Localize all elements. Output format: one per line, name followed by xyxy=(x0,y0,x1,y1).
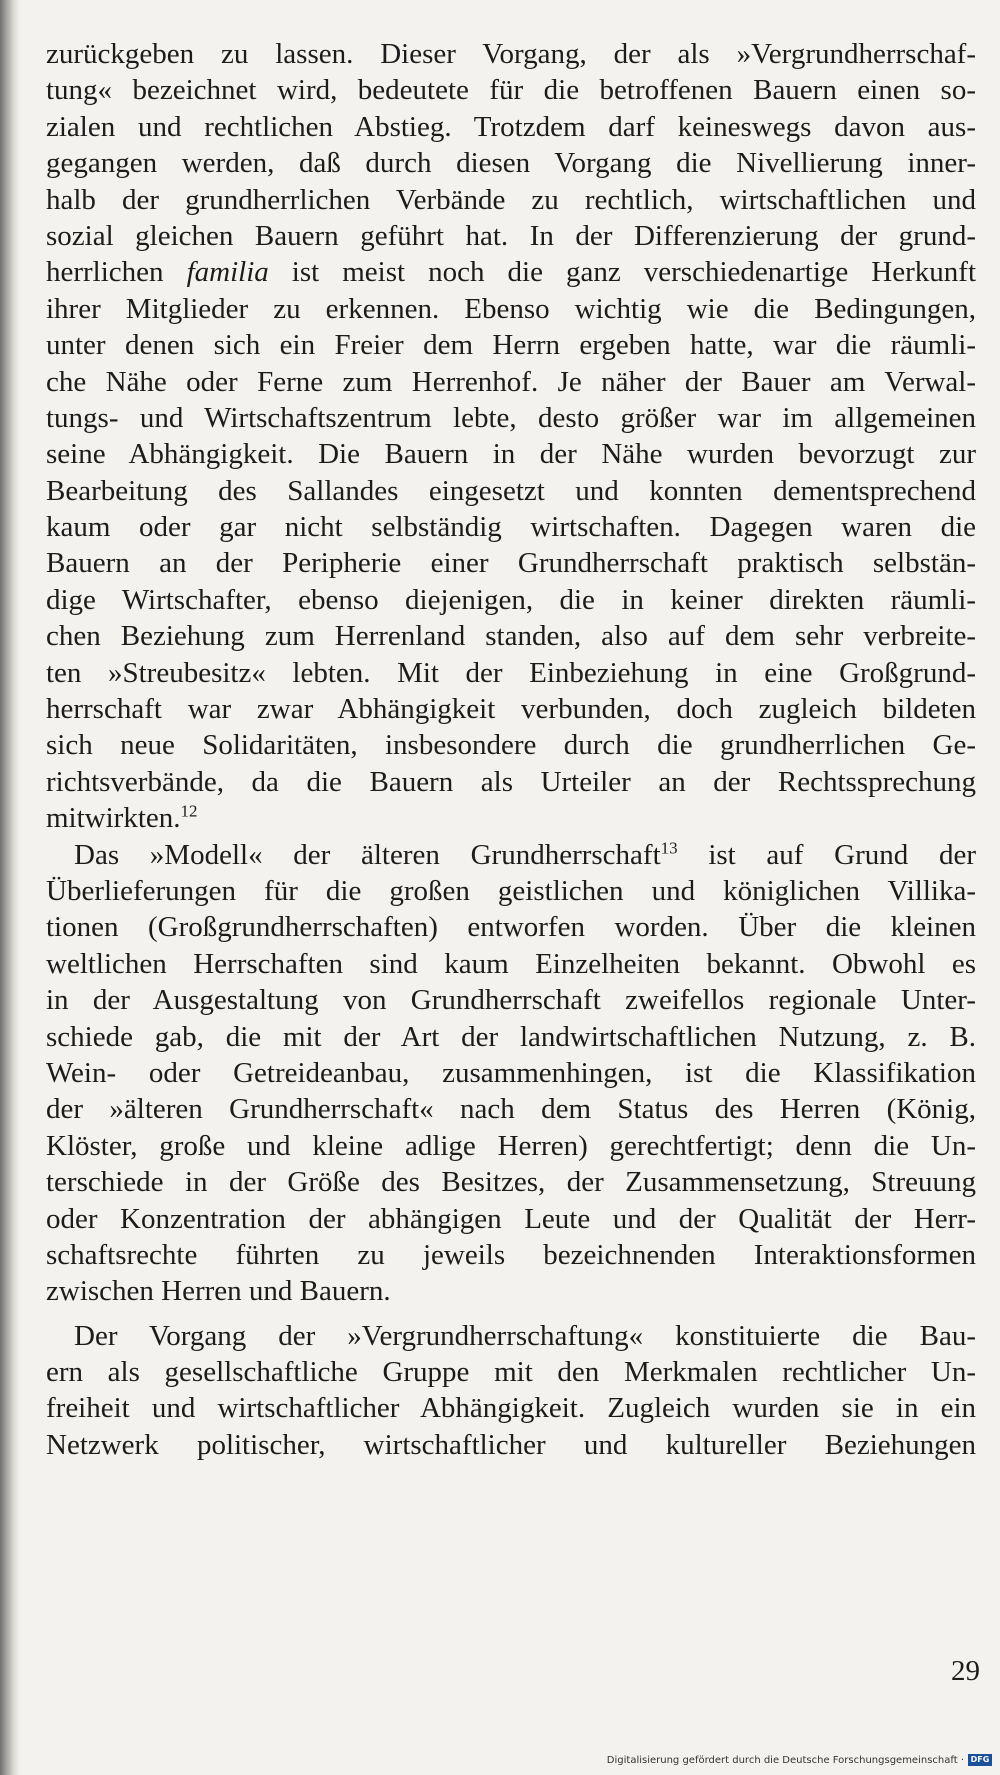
text-line: in der Ausgestaltung von Grundherrschaft zweifellos regionale Unter- xyxy=(46,984,976,1017)
body-text xyxy=(46,36,976,1463)
text-line: ihrer Mitglieder zu erkennen. Ebenso wichtig wie die Bedingungen, xyxy=(46,292,976,325)
text-line: zurückgeben zu lassen. Dieser Vorgang, der als »Vergrundherrschaf- xyxy=(46,38,976,70)
line-text: ist auf Grund der xyxy=(677,838,976,871)
paragraph-gap xyxy=(46,1310,976,1318)
text-line: sich neue Solidaritäten, insbesondere durch die grundherrlichen Ge- xyxy=(46,729,976,762)
dfg-logo-icon: DFG xyxy=(968,1754,992,1766)
text-line: dige Wirtschafter, ebenso diejenigen, die in keiner direkten räumli- xyxy=(46,583,976,616)
text-line: halb der grundherrlichen Verbände zu rechtlich, wirtschaftlichen und xyxy=(46,183,976,216)
paragraph-2 xyxy=(46,837,976,1310)
text-line: che Nähe oder Ferne zum Herrenhof. Je näher der Bauer am Verwal- xyxy=(46,365,976,398)
text-line: zwischen Herren und Bauern. xyxy=(46,1275,391,1308)
text-line: der »älteren Grundherrschaft« nach dem Status des Herren (König, xyxy=(46,1093,976,1126)
text-line: Überlieferungen für die großen geistlichen und königlichen Villika- xyxy=(46,874,976,907)
text-line: zialen und rechtlichen Abstieg. Trotzdem darf keineswegs davon aus- xyxy=(46,110,976,143)
text-line: unter denen sich ein Freier dem Herrn ergeben hatte, war die räumli- xyxy=(46,329,976,362)
digitization-credit: Digitalisierung gefördert durch die Deutsche Forschungsgemeinschaft · xyxy=(606,1755,964,1766)
text-line xyxy=(46,800,976,836)
text-line: terschiede in der Größe des Besitzes, der Zusammensetzung, Streuung xyxy=(46,1166,976,1199)
text-line: seine Abhängigkeit. Die Bauern in der Nähe wurden bevorzugt zur xyxy=(46,438,976,471)
text-line: tung« bezeichnet wird, bedeutete für die betroffenen Bauern einen so- xyxy=(46,74,976,107)
text-line: schiede gab, die mit der Art der landwirtschaftlichen Nutzung, z. B. xyxy=(46,1020,976,1053)
text-line: Der Vorgang der »Vergrundherrschaftung« konstituierte die Bau- xyxy=(74,1319,976,1352)
text-line: sozial gleichen Bauern geführt hat. In der Differenzierung der grund- xyxy=(46,219,976,252)
paragraph-1 xyxy=(46,36,976,837)
text-line: Bearbeitung des Sallandes eingesetzt und konnten dementsprechend xyxy=(46,474,976,507)
text-line: kaum oder gar nicht selbständig wirtschaften. Dagegen waren die xyxy=(46,511,976,544)
paragraph-3 xyxy=(46,1318,976,1464)
line-text: Das »Modell« der älteren Grundherrschaft xyxy=(74,838,661,871)
page-number: 29 xyxy=(951,1655,980,1687)
italic-term: familia xyxy=(186,256,269,289)
text-line-with-italic xyxy=(46,254,976,290)
binding-shadow xyxy=(0,0,20,1775)
text-line: Wein- oder Getreideanbau, zusammenhingen, ist die Klassifikation xyxy=(46,1056,976,1089)
footnote-ref[interactable]: 13 xyxy=(660,837,678,857)
text-line xyxy=(46,837,976,873)
text-line: schaftsrechte führten zu jeweils bezeichnenden Interaktionsformen xyxy=(46,1238,976,1271)
text-line: Netzwerk politischer, wirtschaftlicher und kultureller Beziehungen xyxy=(46,1428,976,1461)
line-text: mitwirkten. xyxy=(46,802,181,835)
text-line: chen Beziehung zum Herrenland standen, also auf dem sehr verbreite- xyxy=(46,620,976,653)
text-line: gegangen werden, daß durch diesen Vorgang die Nivellierung inner- xyxy=(46,147,976,180)
text-line: ten »Streubesitz« lebten. Mit der Einbeziehung in eine Großgrund- xyxy=(46,656,976,689)
text-line: freiheit und wirtschaftlicher Abhängigkeit. Zugleich wurden sie in ein xyxy=(46,1392,976,1425)
text-line: Klöster, große und kleine adlige Herren) gerechtfertigt; denn die Un- xyxy=(46,1129,976,1162)
line-text: herrlichen xyxy=(46,256,187,289)
text-line: tionen (Großgrundherrschaften) entworfen worden. Über die kleinen xyxy=(46,911,976,944)
line-text: ist meist noch die ganz verschiedenartige Herkunft xyxy=(268,256,976,289)
text-line: richtsverbände, da die Bauern als Urteiler an der Rechtssprechung xyxy=(46,765,976,798)
footnote-ref[interactable]: 12 xyxy=(180,801,198,821)
text-line: tungs- und Wirtschaftszentrum lebte, desto größer war im allgemeinen xyxy=(46,401,976,434)
text-line: Bauern an der Peripherie einer Grundherrschaft praktisch selbstän- xyxy=(46,547,976,580)
text-line: weltlichen Herrschaften sind kaum Einzelheiten bekannt. Obwohl es xyxy=(46,947,976,980)
text-line: oder Konzentration der abhängigen Leute und der Qualität der Herr- xyxy=(46,1202,976,1235)
text-line: ern als gesellschaftliche Gruppe mit den Merkmalen rechtlicher Un- xyxy=(46,1356,976,1389)
text-line: herrschaft war zwar Abhängigkeit verbunden, doch zugleich bildeten xyxy=(46,693,976,726)
